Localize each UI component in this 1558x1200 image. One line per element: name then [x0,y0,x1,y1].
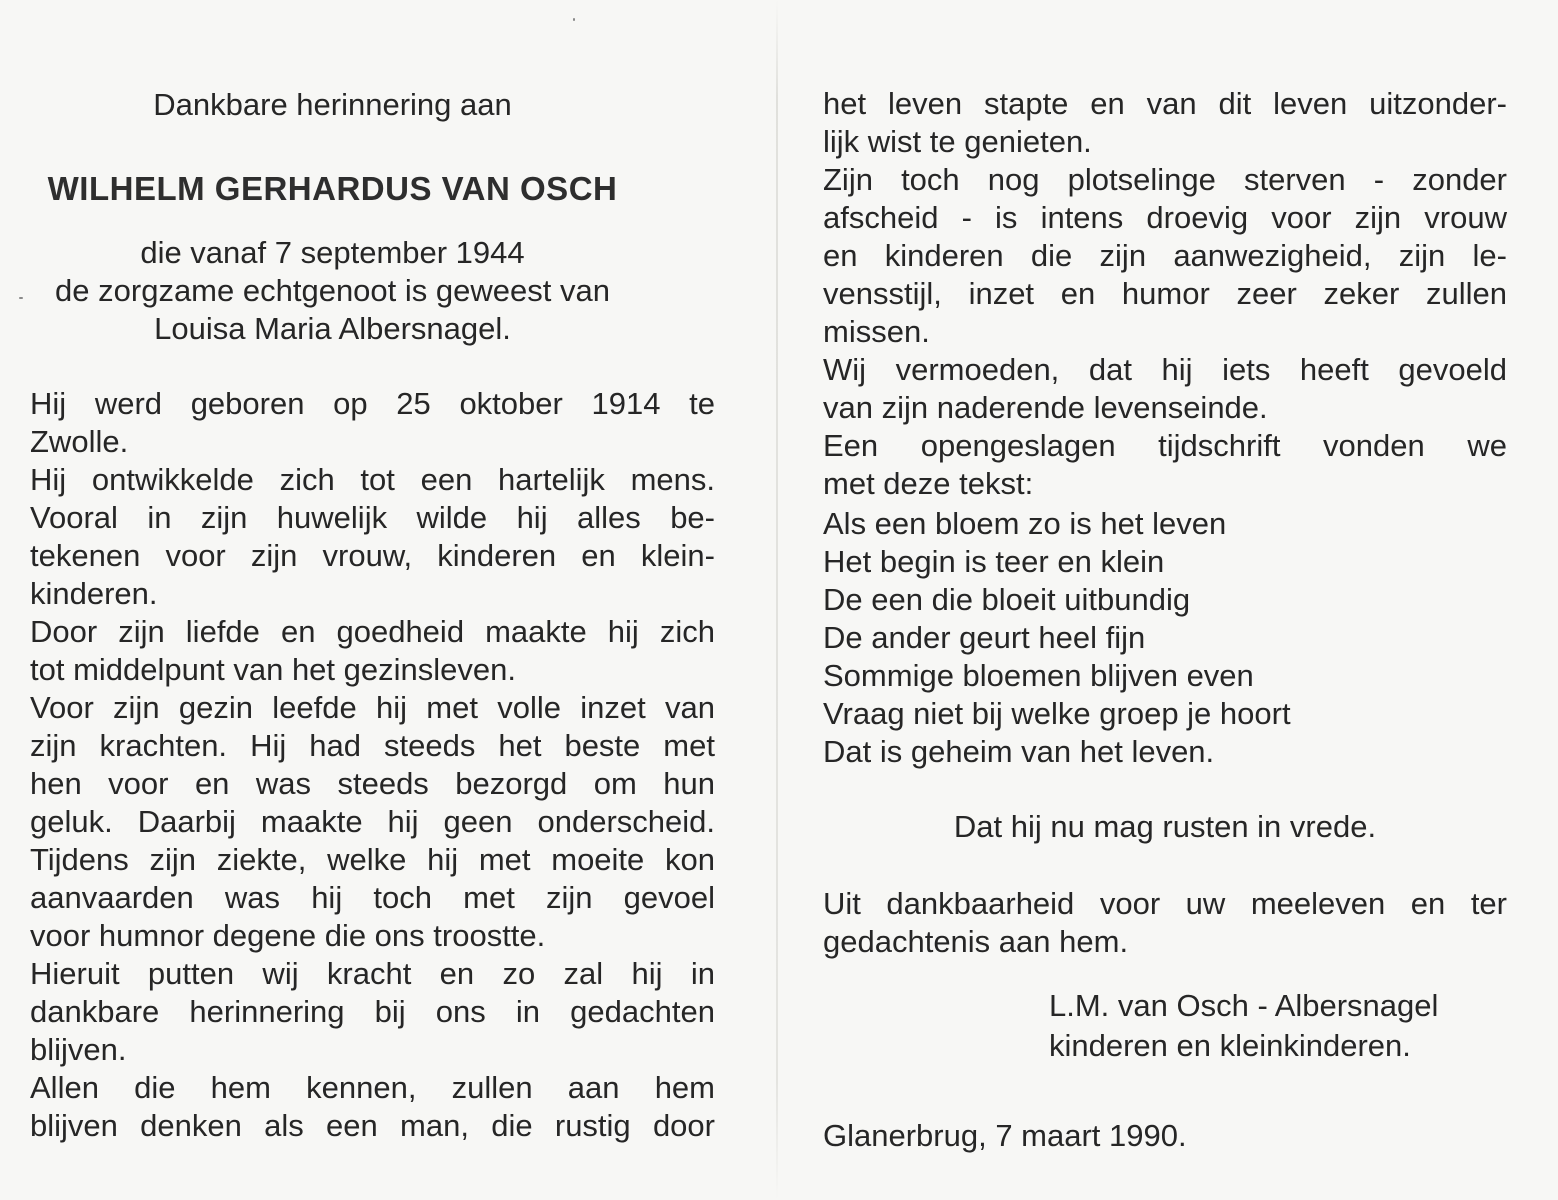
intro-line: die vanaf 7 september 1944 [140,235,525,270]
text-line: Een opengeslagen tijdschrift vonden we [823,428,1507,463]
text-line: Vooral in zijn huwelijk wilde hij alles be- [30,500,715,535]
text-line: De ander geurt heel fijn [823,620,1146,655]
text-line: en kinderen die zijn aanwezigheid, zijn le- [823,238,1507,273]
text-line: het leven stapte en van dit leven uitzonder- [823,86,1507,121]
text-line: kinderen. [30,576,158,611]
text-line: tot middelpunt van het gezinsleven. [30,652,516,687]
text-line: hen voor en was steeds bezorgd om hun [30,766,715,801]
poem [823,505,1507,771]
text-line: Hij ontwikkelde zich tot een hartelijk mens. [30,462,715,497]
right-body-text [823,85,1507,503]
intro-line: de zorgzame echtgenoot is geweest van [55,273,610,308]
rest-in-peace-line: Dat hij nu mag rusten in vrede. [953,809,1377,844]
text-line: Uit dankbaarheid voor uw meeleven en ter [823,886,1507,921]
text-line: vensstijl, inzet en humor zeer zeker zullen [823,276,1507,311]
heading: Dankbare herinnering aan [153,87,512,122]
text-line: Voor zijn gezin leefde hij met volle inzet van [30,690,715,725]
text-line: zijn krachten. Hij had steeds het beste met [30,728,715,763]
signature-line: L.M. van Osch - Albersnagel [1049,988,1439,1023]
right-panel [823,0,1507,1200]
text-line: Hieruit putten wij kracht en zo zal hij in [30,956,715,991]
text-line: missen. [823,314,930,349]
text-line: Hij werd geboren op 25 oktober 1914 te [30,386,715,421]
text-line: Zwolle. [30,424,129,459]
text-line: dankbare herinnering bij ons in gedachten [30,994,715,1029]
signature-line: kinderen en kleinkinderen. [1049,1028,1411,1063]
text-line: De een die bloeit uitbundig [823,582,1191,617]
deceased-name: WILHELM GERHARDUS VAN OSCH [47,170,618,207]
text-line: blijven. [30,1032,127,1067]
text-line: aanvaarden was hij toch met zijn gevoel [30,880,715,915]
text-line: Sommige bloemen blijven even [823,658,1254,693]
text-line: Wij vermoeden, dat hij iets heeft gevoeld [823,352,1507,387]
text-line: tekenen voor zijn vrouw, kinderen en klein- [30,538,715,573]
text-line: met deze tekst: [823,466,1034,501]
card-fold [776,0,778,1200]
text-line: Het begin is teer en klein [823,544,1165,579]
text-line: Tijdens zijn ziekte, welke hij met moeite kon [30,842,715,877]
text-line: Door zijn liefde en goedheid maakte hij zich [30,614,715,649]
left-panel [30,0,715,1200]
place-date: Glanerbrug, 7 maart 1990. [823,1118,1187,1153]
text-line: Dat is geheim van het leven. [823,734,1215,769]
text-line: gedachtenis aan hem. [823,924,1129,959]
text-line: geluk. Daarbij maakte hij geen onderscheid. [30,804,715,839]
text-line: van zijn naderende levenseinde. [823,390,1268,425]
text-line: lijk wist te genieten. [823,124,1092,159]
thanks-text [823,885,1507,961]
text-line: blijven denken als een man, die rustig door [30,1108,715,1143]
intro-line: Louisa Maria Albersnagel. [154,311,511,346]
text-line: Zijn toch nog plotselinge sterven - zonder [823,162,1507,197]
left-body-text [30,385,715,1145]
text-line: Allen die hem kennen, zullen aan hem [30,1070,715,1105]
text-line: Vraag niet bij welke groep je hoort [823,696,1291,731]
text-line: afscheid - is intens droevig voor zijn vrouw [823,200,1507,235]
text-line: voor humnor degene die ons troostte. [30,918,546,953]
text-line: Als een bloem zo is het leven [823,506,1227,541]
